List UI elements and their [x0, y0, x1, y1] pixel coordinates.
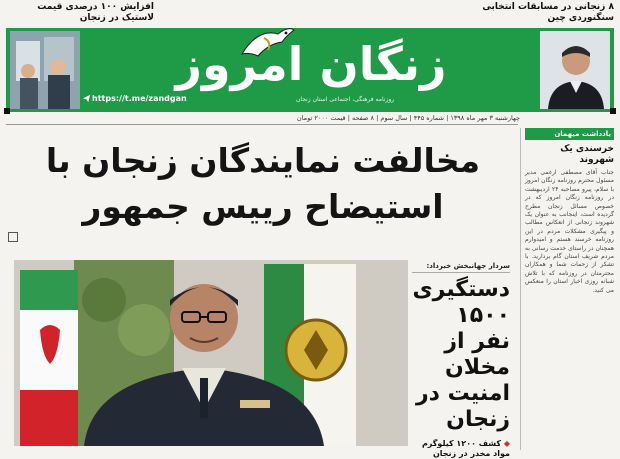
column-title[interactable]: خرسندی یک شهروند — [560, 144, 614, 165]
column-body: جناب آقای مصطفی ارغمی مدیر مسئول محترم روزنامه زنگان امروز با سلام، پیرو مصاحبه ۲۴ اردیبهشت در روزنامه زنگان امروز که در خصوص مسائل زنجان مطرح گردیده است، اینجانب به عنوان یک شهروند زنجانی از انعکاس مطالب و پیگیری مشکلات مردم در این روزنامه خرسند هستم و امیدوارم همچنان در راستای خدمت رسانی به مردم شریف استان گام بردارید. با تشکر از زحمات شما و همکاران محترمتان در روزنامه که با تلاش شبانه روزی اخبار استان را منعکس می کنید. — [525, 169, 614, 294]
masthead — [6, 28, 614, 112]
lead-photo — [14, 260, 408, 446]
masthead-photo-left — [10, 31, 80, 109]
telegram-link[interactable]: https://t.me/zandgan — [92, 94, 187, 103]
side-story-subhead-text: کشف ۱۲۰۰ کیلوگرم مواد مخدر در زنجان — [421, 439, 510, 458]
masthead-tagline: روزنامه فرهنگی، اجتماعی استان زنجان — [296, 96, 395, 103]
telegram-icon — [82, 94, 91, 103]
police-officer-photo-icon — [14, 260, 408, 446]
corner-marker-icon — [610, 108, 616, 114]
side-story[interactable] — [412, 262, 510, 459]
logo-wordmark: زنگان امروز — [175, 37, 447, 91]
portrait-photo-icon — [540, 31, 610, 109]
teaser-tire-price[interactable]: افزایش ۱۰۰ درصدی قیمت لاستیک در زنجان — [37, 2, 154, 23]
main-headline[interactable]: مخالفت نمایندگان زنجان با استیضاح رییس جمهور — [45, 141, 481, 226]
share-icon — [8, 232, 18, 242]
teaser-climbing[interactable]: ۸ زنجانی در مسابقات انتخابی سنگنوردی چین — [482, 2, 614, 23]
corner-marker-icon — [4, 108, 10, 114]
masthead-photo-right — [540, 31, 610, 109]
column-heading: یادداشت میهمان — [525, 128, 614, 140]
issue-dateline: چهارشنبه ۳ مهر ماه ۱۳۹۸ | شماره ۴۴۵ | سال سوم | ۸ صفحه | قیمت ۲۰۰۰ تومان — [296, 114, 520, 122]
side-story-title[interactable]: دستگیری ۱۵۰۰ نفر از مخلان امنیت در زنجان — [412, 277, 510, 432]
side-story-kicker: سردار جهانبخش خبرداد: — [412, 262, 510, 273]
bullet-icon: ◆ — [501, 439, 510, 448]
divider — [6, 124, 518, 125]
opinion-column — [520, 128, 614, 450]
side-story-subhead — [412, 439, 510, 459]
workers-photo-icon — [10, 31, 80, 109]
